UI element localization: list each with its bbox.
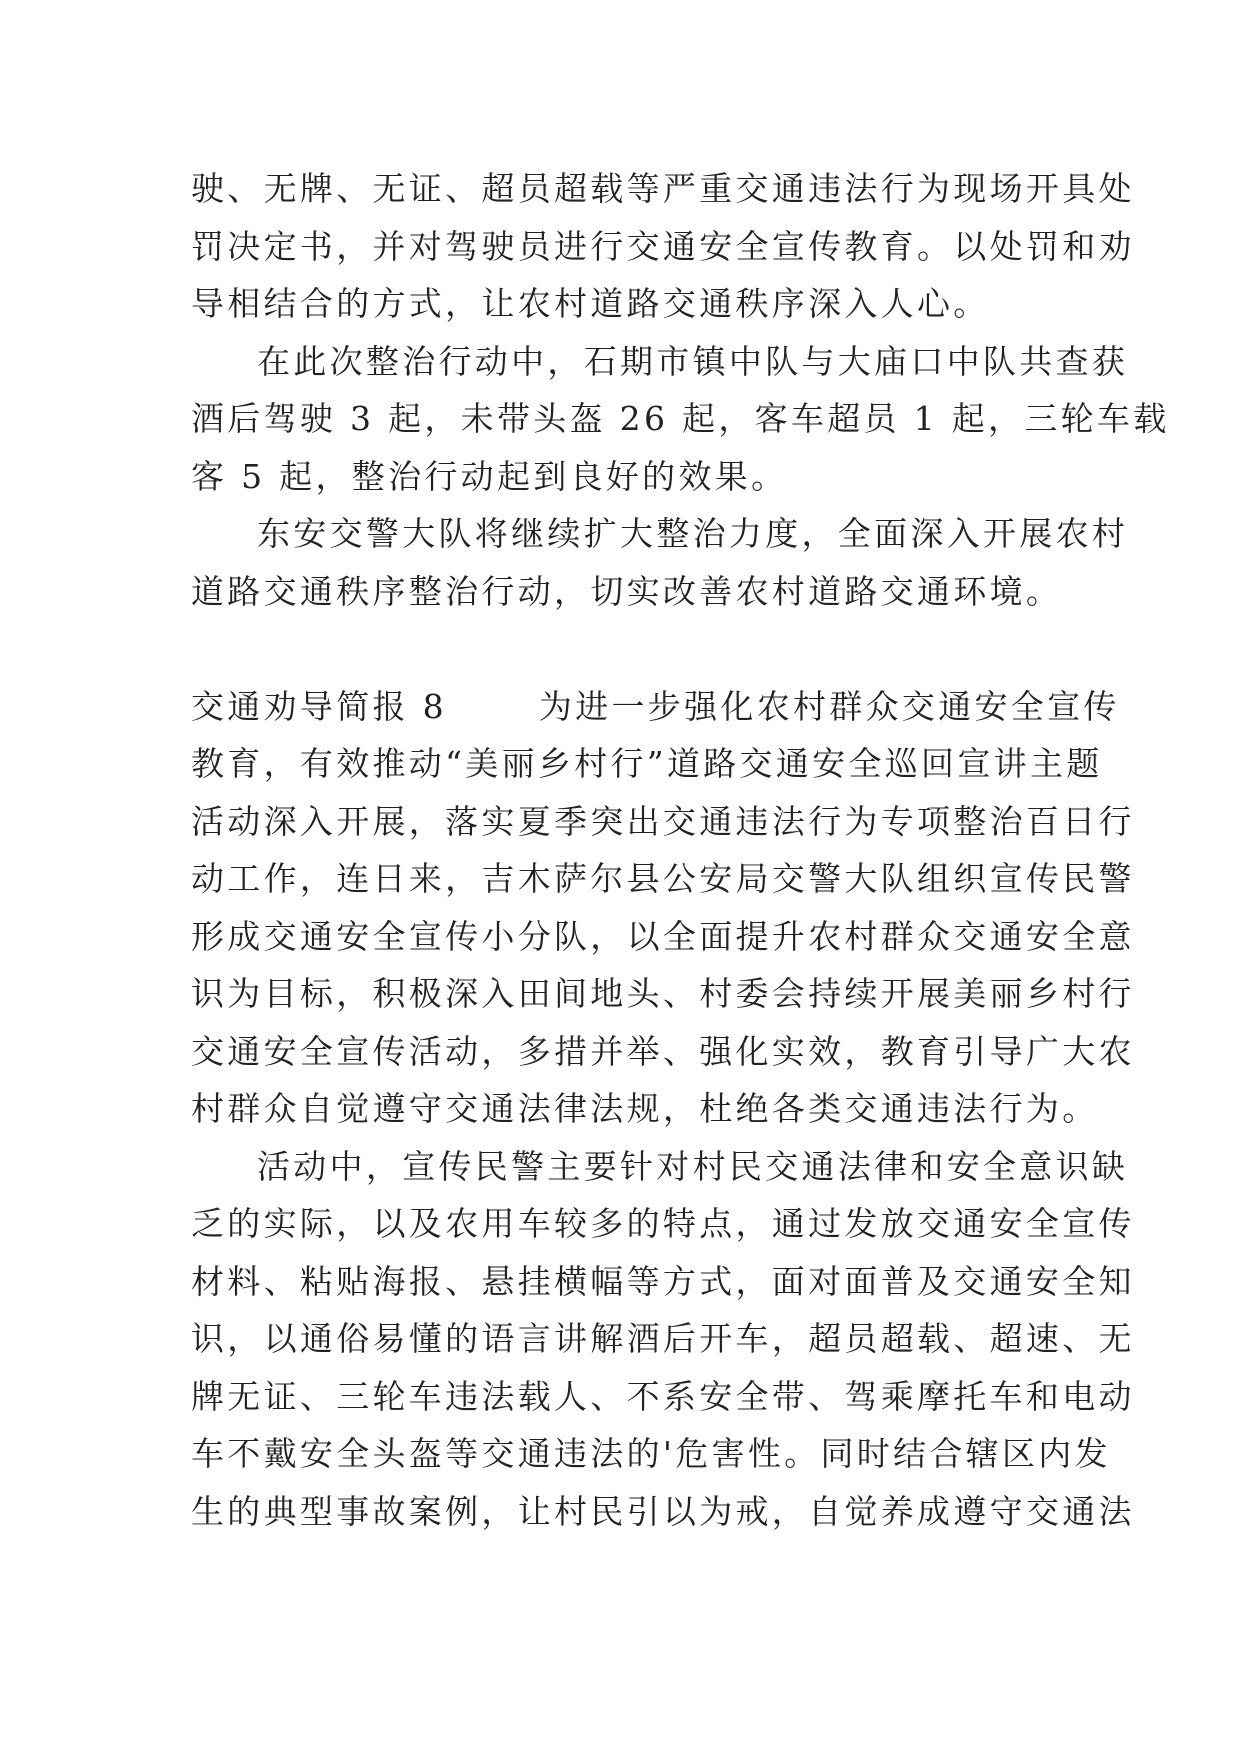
text-line: 村群众自觉遵守交通法律法规，杜绝各类交通违法行为。 (191, 1089, 1099, 1128)
text-line: 酒后驾驶 3 起，未带头盔 26 起，客车超员 1 起，三轮车载 (191, 399, 1170, 438)
text-line: 导相结合的方式，让农村道路交通秩序深入人心。 (191, 284, 990, 323)
text-line: 生的典型事故案例，让村民引以为戒，自觉养成遵守交通法 (191, 1491, 1135, 1531)
text-line: 牌无证、三轮车违法载人、不系安全带、驾乘摩托车和电动 (191, 1376, 1135, 1416)
text-line: 形成交通安全宣传小分队，以全面提升农村群众交通安全意 (191, 916, 1135, 956)
text-line: 东安交警大队将继续扩大整治力度，全面深入开展农村 (257, 514, 1129, 553)
text-line: 驶、无牌、无证、超员超载等严重交通违法行为现场开具处 (191, 169, 1135, 208)
text-line: 道路交通秩序整治行动，切实改善农村道路交通环境。 (191, 571, 1063, 611)
document-body (191, 160, 1170, 1540)
text-line: 材料、粘贴海报、悬挂横幅等方式，面对面普及交通安全知 (191, 1261, 1135, 1301)
text-line: 车不戴安全头盔等交通违法的'危害性。同时结合辖区内发 (191, 1434, 1111, 1473)
text-line: 识，以通俗易懂的语言讲解酒后开车，超员超载、超速、无 (191, 1319, 1135, 1358)
text-line: 动工作，连日来，吉木萨尔县公安局交警大队组织宣传民警 (191, 859, 1135, 898)
paragraph-3 (191, 505, 1129, 620)
paragraph-5 (191, 1138, 1135, 1541)
paragraph-gap (191, 620, 1051, 678)
paragraph-4 (191, 678, 1135, 1138)
text-line: 在此次整治行动中，石期市镇中队与大庙口中队共查获 (257, 341, 1129, 381)
text-line: 识为目标，积极深入田间地头、村委会持续开展美丽乡村行 (191, 974, 1135, 1013)
paragraph-2 (191, 333, 1170, 506)
text-line: 教育，有效推动“美丽乡村行”道路交通安全巡回宣讲主题 (191, 744, 1103, 783)
text-line: 交通安全宣传活动，多措并举、强化实效，教育引导广大农 (191, 1031, 1135, 1071)
text-line: 活动中，宣传民警主要针对村民交通法律和安全意识缺 (257, 1146, 1129, 1186)
text-line: 活动深入开展，落实夏季突出交通违法行为专项整治百日行 (191, 801, 1135, 841)
text-line: 罚决定书，并对驾驶员进行交通安全宣传教育。以处罚和劝 (191, 226, 1135, 266)
text-line: 乏的实际，以及农用车较多的特点，通过发放交通安全宣传 (191, 1204, 1135, 1243)
section-heading: 交通劝导简报 8 (191, 686, 447, 726)
text-line (191, 678, 1120, 736)
text-line-rest: 为进一步强化农村群众交通安全宣传 (538, 686, 1120, 726)
paragraph-1 (191, 160, 1135, 333)
text-line: 客 5 起，整治行动起到良好的效果。 (191, 456, 788, 496)
